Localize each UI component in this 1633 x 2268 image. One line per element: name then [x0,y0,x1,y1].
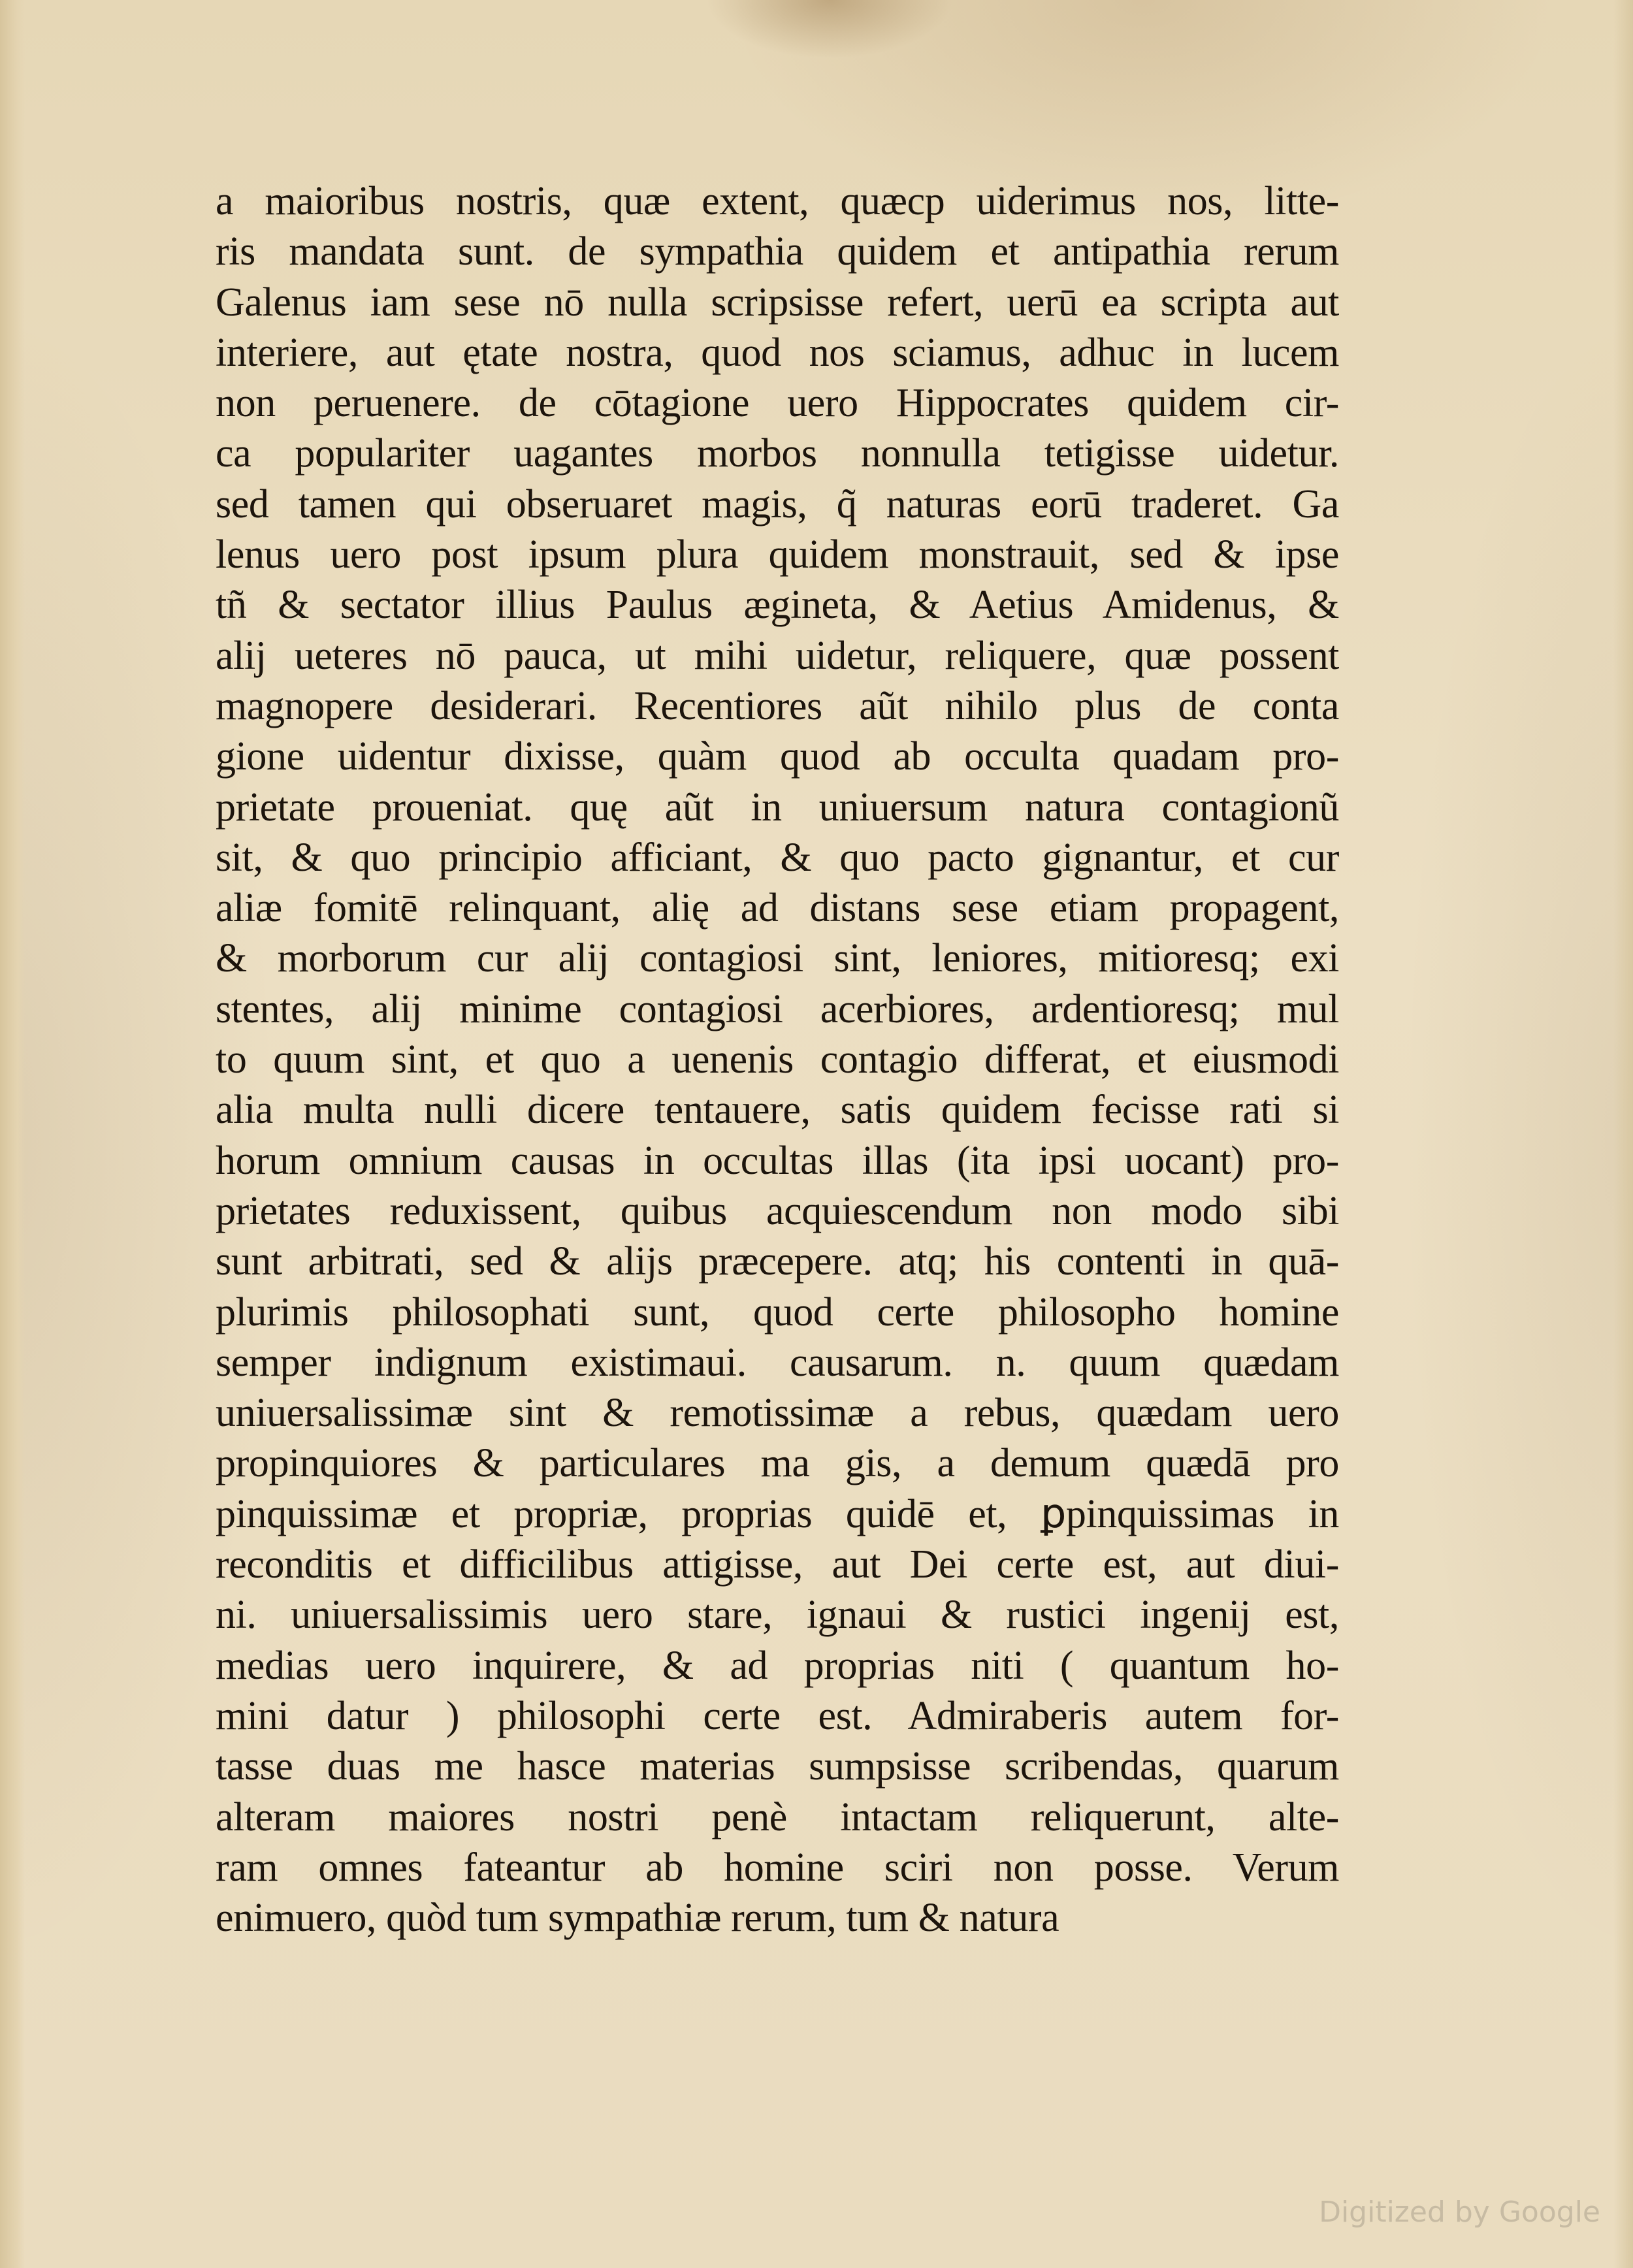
text-line: alij ueteres nō pauca, ut mihi uidetur, reliquere, quæ possent [216,633,1339,678]
text-line: alia multa nulli dicere tentauere, satis quidem fecisse rati si [216,1088,1339,1133]
text-line: medias uero inquirere, & ad proprias niti ( quantum ho- [216,1643,1339,1688]
text-line: reconditis et difficilibus attigisse, aut Dei certe est, aut diui- [216,1542,1339,1587]
text-line: prietate proueniat. quę aũt in uniuersum natura contagionũ [216,785,1339,830]
text-line: magnopere desiderari. Recentiores aũt nihilo plus de conta [216,683,1339,728]
text-line: enimuero, quòd tum sympathiæ rerum, tum & natura [216,1896,1059,1941]
text-line: propinquiores & particulares ma gis, a demum quædā pro [216,1441,1339,1486]
text-line: tasse duas me hasce materias sumpsisse scribendas, quarum [216,1744,1339,1789]
text-line: sunt arbitrati, sed & alijs præcepere. atq; his contenti in quā- [216,1239,1339,1284]
text-line: interiere, aut ętate nostra, quod nos sciamus, adhuc in lucem [216,330,1339,375]
text-line: horum omnium causas in occultas illas (ita ipsi uocant) pro- [216,1138,1339,1183]
text-line: Galenus iam sese nō nulla scripsisse refert, uerū ea scripta aut [216,280,1339,325]
text-line: non peruenere. de cōtagione uero Hippocrates quidem cir- [216,381,1339,426]
text-line: ram omnes fateantur ab homine sciri non posse. Verum [216,1845,1339,1890]
text-line: stentes, alij minime contagiosi acerbiores, ardentioresq; mul [216,986,1339,1031]
text-line: ris mandata sunt. de sympathia quidem et antipathia rerum [216,229,1339,274]
text-line: alteram maiores nostri penè intactam reliquerunt, alte- [216,1794,1339,1839]
page-edge-shadow [1613,0,1633,2268]
text-line: sit, & quo principio afficiant, & quo pacto gignantur, et cur [216,835,1339,880]
text-line: & morborum cur alij contagiosi sint, leniores, mitioresq; exi [216,936,1339,981]
page-gutter-shadow [0,0,25,2268]
text-line: prietates reduxissent, quibus acquiescendum non modo sibi [216,1188,1339,1233]
text-line: ca populariter uagantes morbos nonnulla tetigisse uidetur. [216,431,1339,476]
text-line: uniuersalissimæ sint & remotissimæ a rebus, quædam uero [216,1391,1339,1436]
text-line: plurimis philosophati sunt, quod certe philosopho homine [216,1289,1339,1335]
text-line: to quum sint, et quo a uenenis contagio differat, et eiusmodi [216,1037,1339,1082]
paper-stain [705,0,954,59]
text-block [216,176,1339,1943]
text-line: sed tamen qui obseruaret magis, q̃ naturas eorū traderet. Ga [216,481,1339,526]
text-line: ni. uniuersalissimis uero stare, ignaui & rustici ingenij est, [216,1593,1339,1638]
text-line: aliæ fomitē relinquant, alię ad distans sese etiam propagent, [216,886,1339,931]
text-line: gione uidentur dixisse, quàm quod ab occulta quadam pro- [216,734,1339,779]
text-line: semper indignum existimaui. causarum. n. quum quædam [216,1340,1339,1385]
digitization-watermark: Digitized by Google [1319,2195,1600,2229]
text-line: pinquissimæ et propriæ, proprias quidē et, ꝑpinquissimas in [216,1491,1339,1536]
text-line: mini datur ) philosophi certe est. Admiraberis autem for- [216,1693,1339,1738]
text-line: a maioribus nostris, quæ extent, quæcp uiderimus nos, litte- [216,179,1339,223]
text-line: tñ & sectator illius Paulus ægineta, & Aetius Amidenus, & [216,583,1339,628]
text-line: lenus uero post ipsum plura quidem monstrauit, sed & ipse [216,532,1339,577]
